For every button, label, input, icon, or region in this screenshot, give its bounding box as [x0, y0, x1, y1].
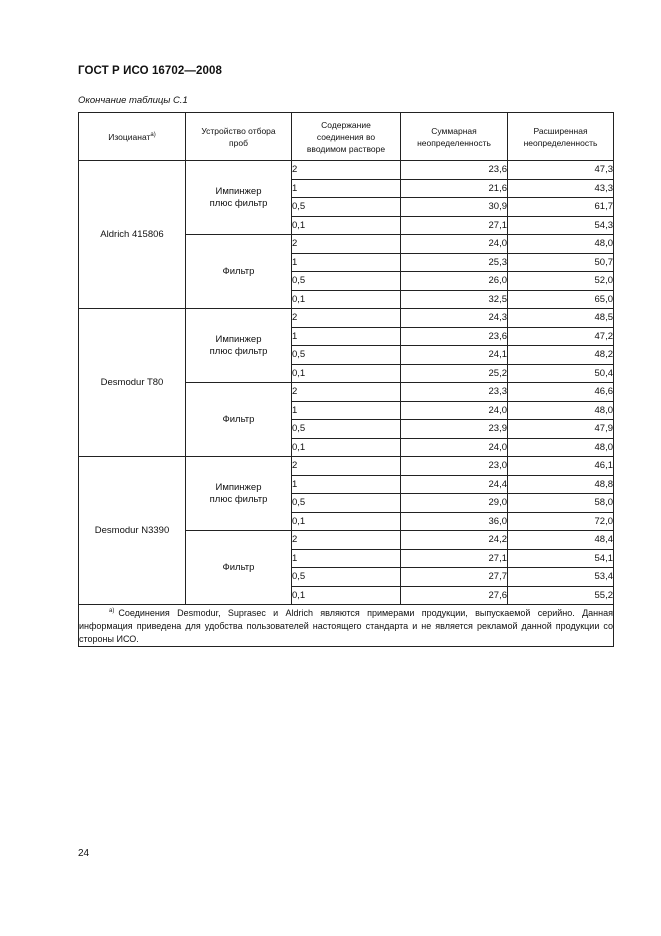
content-cell: 2: [292, 383, 401, 402]
total-cell: 23,3: [401, 383, 508, 402]
content-cell: 1: [292, 253, 401, 272]
content-cell: 1: [292, 327, 401, 346]
expanded-cell: 72,0: [508, 512, 614, 531]
header-expanded: Расширенная неопределенность: [508, 113, 614, 161]
table-caption: Окончание таблицы С.1: [78, 95, 188, 106]
total-cell: 24,4: [401, 475, 508, 494]
isocyanate-cell: Aldrich 415806: [79, 161, 186, 309]
isocyanate-cell: Desmodur N3390: [79, 457, 186, 605]
table-row: [79, 161, 614, 180]
total-cell: 32,5: [401, 290, 508, 309]
device-cell: Фильтр: [186, 235, 292, 309]
total-cell: 27,6: [401, 586, 508, 605]
header-isocyanate: Изоцианат$^{а)}$: [79, 113, 186, 161]
footnote-text: Соединения Desmodur, Suprasec и Aldrich являются примерами продукции, выпускаемой серийно. Данная информация приведена для удобства пользователей настоящего стандарта и не является рекламой данной продукции со стороны ИСО.: [79, 608, 613, 644]
expanded-cell: 52,0: [508, 272, 614, 291]
footnote-mark: а): [109, 608, 115, 614]
content-cell: 0,1: [292, 216, 401, 235]
content-cell: 0,5: [292, 420, 401, 439]
document-title: ГОСТ Р ИСО 16702—2008: [78, 65, 223, 77]
expanded-cell: 48,0: [508, 235, 614, 254]
total-cell: 24,0: [401, 438, 508, 457]
content-cell: 0,1: [292, 586, 401, 605]
content-cell: 2: [292, 309, 401, 328]
total-cell: 24,2: [401, 531, 508, 550]
content-cell: 1: [292, 179, 401, 198]
total-cell: 23,6: [401, 327, 508, 346]
expanded-cell: 48,4: [508, 531, 614, 550]
expanded-cell: 47,2: [508, 327, 614, 346]
expanded-cell: 47,3: [508, 161, 614, 180]
header-device: Устройство отбора проб: [186, 113, 292, 161]
content-cell: 2: [292, 531, 401, 550]
table-header-row: [79, 113, 614, 161]
total-cell: 25,2: [401, 364, 508, 383]
content-cell: 0,5: [292, 272, 401, 291]
expanded-cell: 50,7: [508, 253, 614, 272]
expanded-cell: 53,4: [508, 568, 614, 587]
device-cell: Фильтр: [186, 531, 292, 605]
expanded-cell: 43,3: [508, 179, 614, 198]
header-total: Суммарная неопределенность: [401, 113, 508, 161]
expanded-cell: 48,8: [508, 475, 614, 494]
uncertainty-table: [78, 112, 614, 647]
table-row: [79, 309, 614, 328]
table-body: [79, 161, 614, 647]
content-cell: 1: [292, 549, 401, 568]
content-cell: 1: [292, 401, 401, 420]
header-content: Содержание соединения во вводимом растворе: [292, 113, 401, 161]
total-cell: 24,0: [401, 235, 508, 254]
device-cell: Импинжер плюс фильтр: [186, 161, 292, 235]
content-cell: 0,1: [292, 364, 401, 383]
total-cell: 21,6: [401, 179, 508, 198]
expanded-cell: 50,4: [508, 364, 614, 383]
content-cell: 0,5: [292, 568, 401, 587]
expanded-cell: 55,2: [508, 586, 614, 605]
expanded-cell: 48,5: [508, 309, 614, 328]
header-isocyanate-note: а): [150, 131, 156, 138]
content-cell: 0,5: [292, 494, 401, 513]
content-cell: 2: [292, 161, 401, 180]
expanded-cell: 47,9: [508, 420, 614, 439]
expanded-cell: 58,0: [508, 494, 614, 513]
total-cell: 24,3: [401, 309, 508, 328]
device-cell: Импинжер плюс фильтр: [186, 309, 292, 383]
isocyanate-cell: Desmodur T80: [79, 309, 186, 457]
total-cell: 23,9: [401, 420, 508, 439]
expanded-cell: 54,1: [508, 549, 614, 568]
expanded-cell: 48,0: [508, 438, 614, 457]
expanded-cell: 48,0: [508, 401, 614, 420]
total-cell: 24,1: [401, 346, 508, 365]
total-cell: 30,9: [401, 198, 508, 217]
table-footnote-row: [79, 605, 614, 647]
total-cell: 25,3: [401, 253, 508, 272]
total-cell: 23,6: [401, 161, 508, 180]
expanded-cell: 46,1: [508, 457, 614, 476]
table-footnote: [79, 605, 614, 647]
device-cell: Фильтр: [186, 383, 292, 457]
content-cell: 0,1: [292, 290, 401, 309]
content-cell: 1: [292, 475, 401, 494]
expanded-cell: 61,7: [508, 198, 614, 217]
content-cell: 0,1: [292, 438, 401, 457]
device-cell: Импинжер плюс фильтр: [186, 457, 292, 531]
total-cell: 27,1: [401, 216, 508, 235]
page-number: 24: [78, 848, 90, 859]
total-cell: 23,0: [401, 457, 508, 476]
expanded-cell: 46,6: [508, 383, 614, 402]
content-cell: 0,1: [292, 512, 401, 531]
total-cell: 26,0: [401, 272, 508, 291]
table-row: [79, 457, 614, 476]
total-cell: 27,1: [401, 549, 508, 568]
total-cell: 24,0: [401, 401, 508, 420]
total-cell: 27,7: [401, 568, 508, 587]
total-cell: 36,0: [401, 512, 508, 531]
expanded-cell: 65,0: [508, 290, 614, 309]
content-cell: 0,5: [292, 198, 401, 217]
expanded-cell: 48,2: [508, 346, 614, 365]
total-cell: 29,0: [401, 494, 508, 513]
content-cell: 2: [292, 457, 401, 476]
expanded-cell: 54,3: [508, 216, 614, 235]
content-cell: 2: [292, 235, 401, 254]
content-cell: 0,5: [292, 346, 401, 365]
